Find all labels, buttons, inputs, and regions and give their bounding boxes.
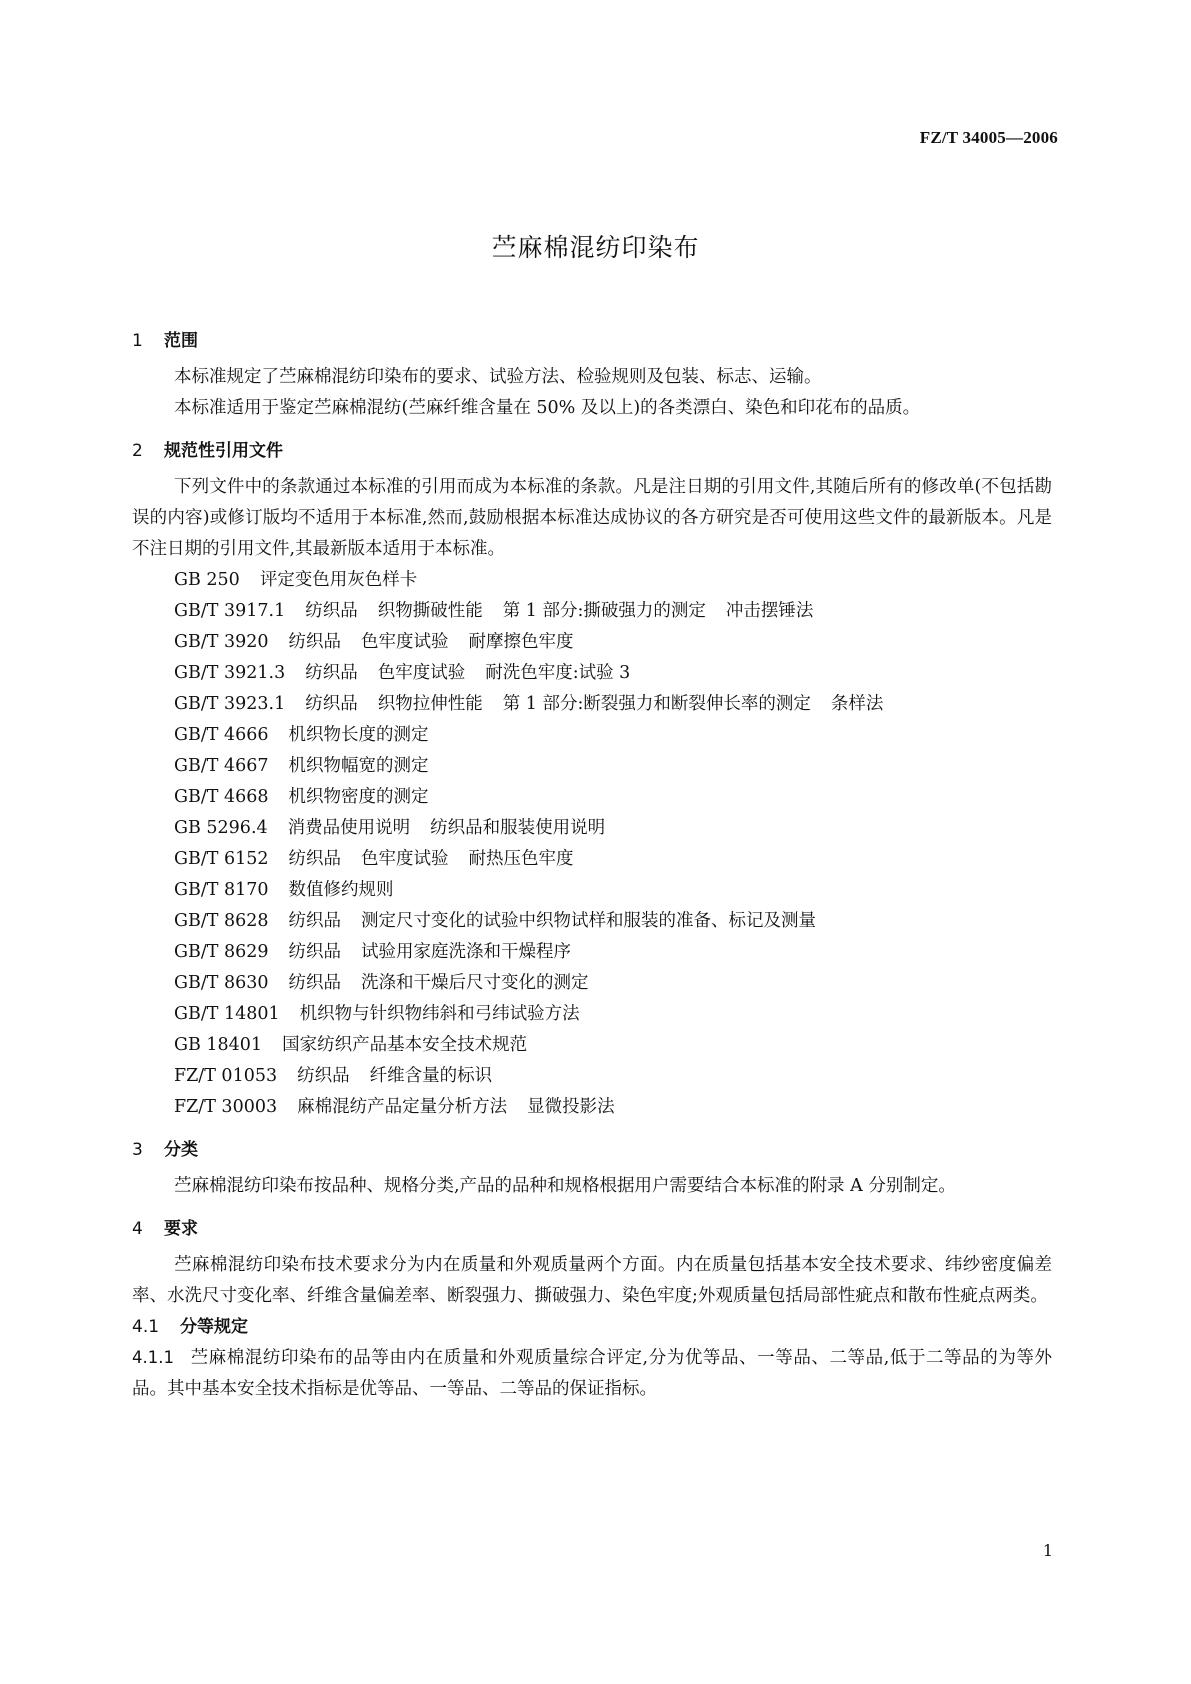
reference-item xyxy=(132,627,1052,658)
reference-title-part: 条样法 xyxy=(830,694,884,714)
clause-text: 苎麻棉混纺印染布的品等由内在质量和外观质量综合评定,分为优等品、一等品、二等品,低于二等品的为等外品。其中基本安全技术指标是优等品、一等品、二等品的保证指标。 xyxy=(132,1348,1052,1399)
reference-title-part: 织物拉伸性能 xyxy=(377,694,483,714)
reference-title-part: 洗涤和干燥后尺寸变化的测定 xyxy=(361,973,589,993)
reference-title-part: 机织物幅宽的测定 xyxy=(288,756,429,776)
reference-title-part: 纺织品 xyxy=(305,663,358,683)
section-title: 规范性引用文件 xyxy=(164,441,283,461)
reference-title-part: 第 1 部分:撕破强力的测定 xyxy=(502,601,706,621)
reference-item xyxy=(132,813,1052,844)
reference-code: GB 5296.4 xyxy=(174,818,268,838)
reference-code: GB/T 3921.3 xyxy=(174,663,286,683)
references-intro: 下列文件中的条款通过本标准的引用而成为本标准的条款。凡是注日期的引用文件,其随后所有的修改单(不包括勘误的内容)或修订版均不适用于本标准,然而,鼓励根据本标准达成协议的各方研究是否可使用这些文件的最新版本。凡是不注日期的引用文件,其最新版本适用于本标准。 xyxy=(132,477,1052,559)
section-title: 要求 xyxy=(164,1219,198,1239)
classification-paragraph: 苎麻棉混纺印染布按品种、规格分类,产品的品种和规格根据用户需要结合本标准的附录 A 分别制定。 xyxy=(174,1176,956,1196)
reference-title-part: 麻棉混纺产品定量分析方法 xyxy=(297,1097,508,1117)
reference-item xyxy=(132,782,1052,813)
section-3-heading xyxy=(132,1135,1052,1165)
reference-code: GB/T 4667 xyxy=(174,756,269,776)
reference-code: GB/T 3917.1 xyxy=(174,601,286,621)
reference-title-part: 冲击摆锤法 xyxy=(725,601,814,621)
normative-reference-list xyxy=(132,565,1052,1123)
reference-title-part: 纺织品 xyxy=(288,911,342,931)
reference-item xyxy=(132,751,1052,782)
reference-code: GB/T 14801 xyxy=(174,1004,280,1024)
clause-number: 4.1.1 xyxy=(132,1348,174,1367)
reference-title-part: 显微投影法 xyxy=(527,1097,615,1117)
clause-4-1-1 xyxy=(132,1342,1052,1405)
reference-title-part: 纺织品 xyxy=(305,694,358,714)
document-body xyxy=(132,326,1052,1405)
reference-item xyxy=(132,906,1052,937)
section-number: 3 xyxy=(132,1140,143,1160)
reference-title-part: 纤维含量的标识 xyxy=(369,1066,493,1086)
standard-code: FZ/T 34005—2006 xyxy=(919,128,1058,147)
reference-title-part: 纺织品和服装使用说明 xyxy=(430,818,606,838)
section-number: 2 xyxy=(132,441,143,461)
subsection-title: 分等规定 xyxy=(180,1317,248,1337)
reference-title-part: 色牢度试验 xyxy=(361,632,449,652)
reference-code: FZ/T 01053 xyxy=(174,1066,278,1086)
scope-paragraph-2: 本标准适用于鉴定苎麻棉混纺(苎麻纤维含量在 50% 及以上)的各类漂白、染色和印花布的品质。 xyxy=(174,398,921,418)
reference-item xyxy=(132,875,1052,906)
reference-item xyxy=(132,596,1052,627)
reference-item xyxy=(132,658,1052,689)
reference-item xyxy=(132,999,1052,1030)
reference-code: GB/T 3920 xyxy=(174,632,269,652)
reference-code: GB/T 8629 xyxy=(174,942,269,962)
reference-code: GB/T 4666 xyxy=(174,725,269,745)
reference-title-part: 纺织品 xyxy=(297,1066,350,1086)
reference-title-part: 纺织品 xyxy=(288,849,342,869)
reference-title-part: 纺织品 xyxy=(288,973,342,993)
scope-paragraph-1: 本标准规定了苎麻棉混纺印染布的要求、试验方法、检验规则及包装、标志、运输。 xyxy=(174,367,822,387)
reference-title-part: 纺织品 xyxy=(288,632,342,652)
section-number: 4 xyxy=(132,1219,143,1239)
reference-item xyxy=(132,565,1052,596)
reference-title-part: 耐热压色牢度 xyxy=(468,849,574,869)
section-4-heading xyxy=(132,1214,1052,1244)
section-number: 1 xyxy=(132,331,143,351)
section-2-heading xyxy=(132,436,1052,466)
reference-item xyxy=(132,1030,1052,1061)
reference-item xyxy=(132,1092,1052,1123)
reference-item xyxy=(132,689,1052,720)
reference-title-part: 数值修约规则 xyxy=(288,880,394,900)
reference-title-part: 第 1 部分:断裂强力和断裂伸长率的测定 xyxy=(502,694,811,714)
reference-title-part: 耐洗色牢度:试验 3 xyxy=(485,663,631,683)
reference-title-part: 评定变色用灰色样卡 xyxy=(259,570,418,590)
reference-code: FZ/T 30003 xyxy=(174,1097,278,1117)
subsection-number: 4.1 xyxy=(132,1317,160,1337)
section-title: 范围 xyxy=(164,331,198,351)
reference-item xyxy=(132,720,1052,751)
reference-item xyxy=(132,937,1052,968)
reference-code: GB/T 3923.1 xyxy=(174,694,286,714)
reference-title-part: 色牢度试验 xyxy=(377,663,466,683)
reference-title-part: 色牢度试验 xyxy=(361,849,449,869)
reference-code: GB 250 xyxy=(174,570,240,590)
requirements-paragraph: 苎麻棉混纺印染布技术要求分为内在质量和外观质量两个方面。内在质量包括基本安全技术要求、纬纱密度偏差率、水洗尺寸变化率、纤维含量偏差率、断裂强力、撕破强力、染色牢度;外观质量包括局部性疵点和散布性疵点两类。 xyxy=(132,1255,1052,1306)
reference-title-part: 国家纺织产品基本安全技术规范 xyxy=(282,1035,528,1055)
page-title: 苎麻棉混纺印染布 xyxy=(491,233,700,262)
reference-title-part: 机织物与针织物纬斜和弓纬试验方法 xyxy=(299,1004,580,1024)
reference-title-part: 纺织品 xyxy=(288,942,342,962)
reference-title-part: 测定尺寸变化的试验中织物试样和服装的准备、标记及测量 xyxy=(361,911,817,931)
subsection-4-1-heading xyxy=(132,1312,1052,1342)
reference-code: GB/T 6152 xyxy=(174,849,269,869)
reference-code: GB/T 8170 xyxy=(174,880,269,900)
reference-code: GB/T 8630 xyxy=(174,973,269,993)
reference-item xyxy=(132,844,1052,875)
reference-item xyxy=(132,968,1052,999)
reference-title-part: 机织物长度的测定 xyxy=(288,725,429,745)
reference-code: GB 18401 xyxy=(174,1035,263,1055)
reference-title-part: 试验用家庭洗涤和干燥程序 xyxy=(361,942,572,962)
reference-title-part: 机织物密度的测定 xyxy=(288,787,429,807)
reference-title-part: 织物撕破性能 xyxy=(377,601,483,621)
reference-code: GB/T 8628 xyxy=(174,911,269,931)
reference-title-part: 消费品使用说明 xyxy=(287,818,411,838)
reference-title-part: 纺织品 xyxy=(305,601,358,621)
reference-item xyxy=(132,1061,1052,1092)
page-number: 1 xyxy=(1042,1541,1053,1560)
reference-code: GB/T 4668 xyxy=(174,787,269,807)
section-title: 分类 xyxy=(164,1140,198,1160)
reference-title-part: 耐摩擦色牢度 xyxy=(468,632,574,652)
section-1-heading xyxy=(132,326,1052,356)
